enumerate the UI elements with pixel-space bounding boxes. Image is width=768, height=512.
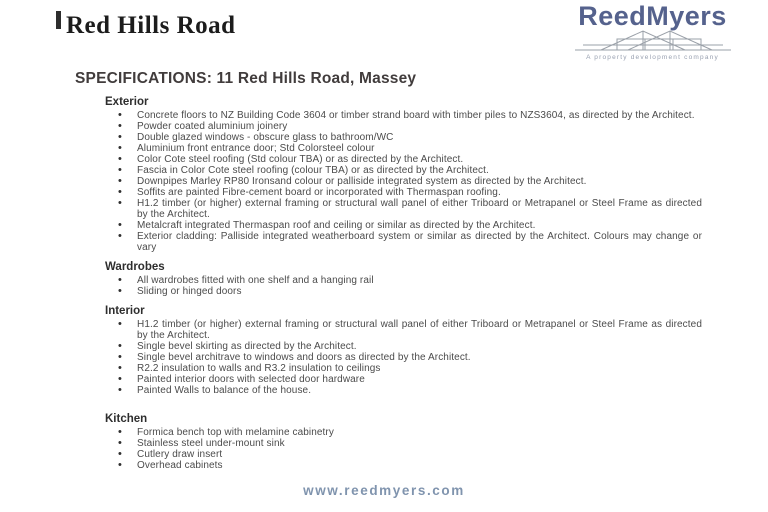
reedmyers-logo [545, 3, 760, 61]
footer-url: www.reedmyers.com [303, 483, 465, 498]
spec-list [105, 319, 702, 396]
specifications-heading: SPECIFICATIONS: 11 Red Hills Road, Massey [75, 70, 417, 87]
spec-item: • Single bevel architrave to windows and doors as directed by the Architect. [105, 352, 702, 363]
section-title: Interior [105, 305, 145, 317]
spec-item: • Powder coated aluminium joinery [105, 121, 702, 132]
spec-section-exterior [105, 96, 702, 253]
section-title: Kitchen [105, 413, 148, 425]
spec-item: • Painted interior doors with selected door hardware [105, 374, 702, 385]
spec-list [105, 427, 702, 471]
spec-item: • Sliding or hinged doors [105, 286, 702, 297]
corner-mark [56, 11, 61, 29]
logo-wordmark: ReedMyers [578, 1, 727, 31]
spec-item: • Metalcraft integrated Thermaspan roof and ceiling or similar as directed by the Architect. [105, 220, 702, 231]
spec-item: • Stainless steel under-mount sink [105, 438, 702, 449]
spec-list [105, 275, 702, 297]
spec-section-interior [105, 305, 702, 396]
section-title: Exterior [105, 96, 149, 108]
spec-item: • All wardrobes fitted with one shelf and a hanging rail [105, 275, 702, 286]
spec-sections [105, 96, 702, 471]
spec-item: • Formica bench top with melamine cabinetry [105, 427, 702, 438]
spec-item: • H1.2 timber (or higher) external framing or structural wall panel of either Triboard or Metrapanel or Steel Frame as directed by the Architect. [105, 319, 702, 341]
spec-section-wardrobes [105, 261, 702, 297]
spec-item: • Overhead cabinets [105, 460, 702, 471]
spec-item: • Double glazed windows - obscure glass to bathroom/WC [105, 132, 702, 143]
spec-item: • H1.2 timber (or higher) external framing or structural wall panel of either Triboard or Metrapanel or Steel Frame as directed by the Architect. [105, 198, 702, 220]
spec-item: • Concrete floors to NZ Building Code 3604 or timber strand board with timber piles to NZS3604, as directed by the Architect. [105, 110, 702, 121]
spec-list [105, 110, 702, 253]
spec-section-kitchen [105, 413, 702, 471]
spec-item: • Cutlery draw insert [105, 449, 702, 460]
spec-item: • Painted Walls to balance of the house. [105, 385, 702, 396]
spec-item: • Color Cote steel roofing (Std colour TBA) or as directed by the Architect. [105, 154, 702, 165]
logo-tagline: A property development company [586, 54, 719, 61]
spec-item: • Soffits are painted Fibre-cement board or incorporated with Thermaspan roofing. [105, 187, 702, 198]
spec-item: • Fascia in Color Cote steel roofing (colour TBA) or as directed by the Architect. [105, 165, 702, 176]
spec-item: • Single bevel skirting as directed by the Architect. [105, 341, 702, 352]
spec-item: • Aluminium front entrance door; Std Colorsteel colour [105, 143, 702, 154]
section-title: Wardrobes [105, 261, 165, 273]
document-title: Red Hills Road [66, 12, 236, 39]
spec-item: • Downpipes Marley RP80 Ironsand colour or palliside integrated system as directed by the Architect. [105, 176, 702, 187]
spec-item: • Exterior cladding: Palliside integrated weatherboard system or similar as directed by the Architect. Colours may change or vary [105, 231, 702, 253]
spec-item: • R2.2 insulation to walls and R3.2 insulation to ceilings [105, 363, 702, 374]
